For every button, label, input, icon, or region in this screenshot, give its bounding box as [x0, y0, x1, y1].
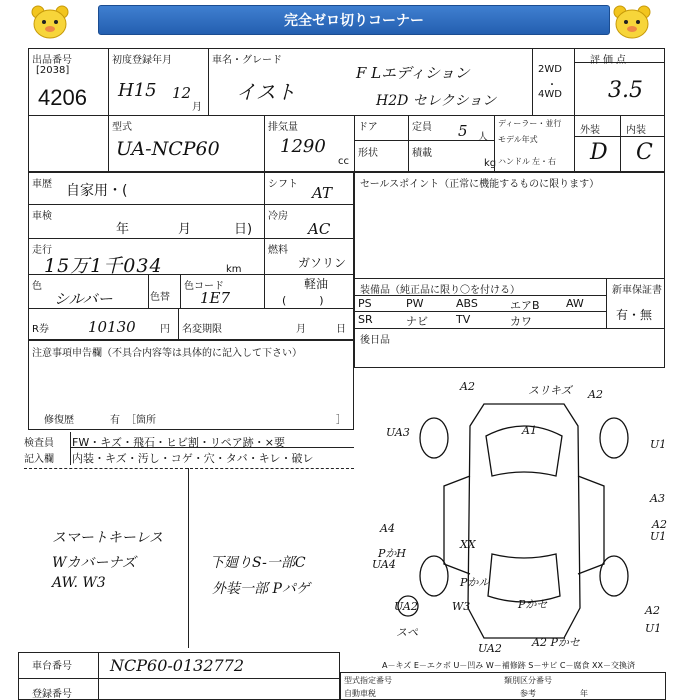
damage-mark: U1	[650, 438, 667, 451]
dealer-label: ディーラー・並行	[498, 119, 562, 128]
damage-mark: A1	[522, 424, 537, 437]
drive-option-4wd: 4WD	[538, 89, 562, 100]
door-label: ドア	[358, 122, 378, 133]
spec-label-1: 型式指定番号	[344, 676, 392, 685]
fuel-diesel: 軽油	[304, 277, 329, 291]
fuel-label: 燃料	[268, 245, 288, 256]
handle-label: ハンドル	[498, 157, 530, 166]
shape-label: 形状	[358, 148, 378, 159]
repair-place: ［箇所	[126, 415, 156, 426]
damage-mark: U1	[650, 530, 667, 543]
damage-mark: Pかル	[460, 576, 490, 589]
repair-place-close: ］	[336, 415, 346, 426]
equipment-label: 装備品（純正品に限り〇を付ける）	[360, 285, 520, 296]
exterior-label: 外装	[580, 125, 600, 136]
car-grade-1: F Lエディション	[356, 64, 470, 82]
spec-label-5: 年	[580, 689, 588, 698]
remark-right-2: 外装一部 Pパゲ	[212, 581, 310, 597]
remark-right-1: 下廻りS-一部C	[210, 555, 306, 571]
load-unit: kg	[484, 158, 497, 169]
interior-label: 内装	[626, 125, 646, 136]
damage-mark: U1	[645, 622, 662, 635]
displacement-value: 1290	[280, 136, 326, 157]
equipment-item: TV	[456, 313, 471, 326]
shift-value: AT	[312, 184, 333, 202]
mileage-label: 走行	[32, 245, 52, 256]
inspection-day: 日)	[234, 222, 253, 237]
damage-mark: W3	[452, 600, 471, 613]
warranty-value: 有・無	[616, 308, 653, 322]
damage-mark: A2	[652, 518, 667, 531]
fuel-other: ( )	[282, 294, 324, 307]
registration-year: H15	[118, 80, 157, 101]
lot-label: 出品番号	[32, 55, 72, 66]
sales-point-section	[354, 172, 665, 368]
inspection-month: 月	[178, 222, 192, 237]
inspector-entry-label: 記入欄	[24, 454, 54, 465]
color-change-label: 色替	[150, 292, 170, 303]
equipment-item: カワ	[510, 315, 532, 328]
damage-mark: A2	[460, 380, 475, 393]
later-date-label: 後日品	[360, 335, 390, 346]
damage-mark: UA4	[372, 558, 396, 571]
damage-mark: Pかセ	[518, 598, 548, 611]
score-value: 3.5	[608, 78, 643, 103]
ac-value: AC	[308, 220, 331, 238]
equipment-item: PS	[358, 297, 372, 310]
fuel-gasoline: ガソリン	[298, 256, 347, 270]
load-label: 積載	[412, 148, 432, 159]
bear-mascot-icon	[28, 4, 72, 42]
capacity-label: 定員	[412, 122, 432, 133]
damage-mark: UA2	[394, 600, 418, 613]
damage-mark: UA2	[478, 642, 502, 655]
inspection-year: 年	[116, 222, 130, 237]
inspection-label: 車検	[32, 211, 52, 222]
exterior-grade: D	[590, 140, 608, 165]
chassis-number: NCP60-0132772	[110, 656, 245, 675]
damage-mark: A2	[588, 388, 603, 401]
registration-label: 初度登録年月	[112, 55, 172, 66]
spec-label-4: 参考	[520, 689, 536, 698]
spec-label-2: 類別区分番号	[504, 676, 552, 685]
mileage-value: 15万1千034	[44, 255, 163, 277]
color-code-label: 色コード	[184, 281, 224, 292]
registration-number-label: 登録番号	[32, 689, 72, 700]
remark-2: Wカバーナズ	[52, 555, 136, 571]
damage-mark: UA3	[386, 426, 410, 439]
name-change-label: 名変期限	[182, 324, 222, 335]
damage-legend: A－キズ E－エクボ U－凹み W－補修跡 S－サビ C－腐食 XX－交換済	[382, 661, 636, 670]
equipment-item: SR	[358, 313, 373, 326]
inspector-interior-row: 内装・キズ・汚し・コゲ・穴・タバ・キレ・破レ	[72, 452, 314, 465]
recycle-unit: 円	[160, 324, 170, 335]
damage-mark: PかH	[378, 547, 406, 560]
notes-label: 注意事項申告欄（不具合内容等は具体的に記入して下さい）	[32, 348, 302, 359]
recycle-label: R券	[32, 324, 49, 335]
usage-label: 車歴	[32, 179, 52, 190]
model-year-label: モデル年式	[498, 135, 538, 144]
score-label: 評価点	[590, 55, 629, 66]
lot-code: [2038]	[36, 65, 70, 76]
bear-mascot-icon	[610, 4, 654, 42]
inspector-label: 検査員	[24, 438, 54, 449]
registration-month: 12	[172, 84, 192, 102]
damage-mark: スペ	[396, 626, 418, 639]
damage-mark: スリキズ	[528, 384, 572, 397]
chassis-label: 車台番号	[32, 661, 72, 672]
warranty-label: 新車保証書	[612, 285, 662, 296]
color-value: シルバー	[54, 290, 113, 308]
equipment-item: PW	[406, 297, 424, 310]
damage-mark: A2 Pかセ	[532, 636, 580, 649]
sales-point-label: セールスポイント（正常に機能するものに限ります）	[360, 179, 600, 190]
damage-mark: A3	[650, 492, 665, 505]
displacement-unit: cc	[338, 156, 349, 167]
car-name: イスト	[236, 80, 296, 104]
equipment-item: ナビ	[406, 315, 428, 328]
shift-label: シフト	[268, 179, 298, 190]
damage-mark: A2	[645, 604, 660, 617]
repair-history-label: 修復歴	[44, 415, 74, 426]
car-damage-diagram	[364, 376, 684, 656]
damage-mark: A4	[380, 522, 395, 535]
name-change-month: 月	[296, 324, 306, 335]
displacement-label: 排気量	[268, 122, 298, 133]
ac-label: 冷房	[268, 211, 288, 222]
drive-dot: ・	[547, 80, 557, 91]
remark-1: スマートキーレス	[52, 530, 164, 546]
mileage-unit: km	[226, 264, 242, 275]
handle-options: 左・右	[532, 157, 556, 166]
equipment-item: ABS	[456, 297, 478, 310]
repair-yes: 有	[110, 415, 120, 426]
name-change-day: 日	[336, 324, 346, 335]
interior-grade: C	[636, 140, 653, 165]
remark-3: AW. W3	[52, 575, 106, 591]
equipment-item: AW	[566, 297, 584, 310]
color-label: 色	[32, 281, 42, 292]
car-grade-2: H2D セレクション	[376, 93, 497, 109]
usage-value: 自家用・(	[66, 183, 128, 199]
inspector-exterior-row: FW・キズ・飛石・ヒビ割・リペア跡・×要	[72, 436, 285, 449]
capacity-unit: 人	[478, 132, 488, 143]
car-name-label: 車名・グレード	[212, 55, 282, 66]
model-label: 型式	[112, 122, 132, 133]
drive-option-2wd: 2WD	[538, 64, 562, 75]
capacity-value: 5	[458, 122, 468, 140]
recycle-value: 10130	[88, 318, 136, 336]
color-code: 1E7	[200, 289, 231, 307]
damage-mark: XX	[460, 538, 476, 551]
model-value: UA-NCP60	[116, 138, 220, 160]
equipment-item: エアB	[510, 299, 540, 312]
lot-number: 4206	[38, 85, 87, 110]
spec-label-3: 自動車税	[344, 689, 376, 698]
banner-title: 完全ゼロ切りコーナー	[98, 5, 610, 35]
registration-month-unit: 月	[192, 102, 202, 113]
